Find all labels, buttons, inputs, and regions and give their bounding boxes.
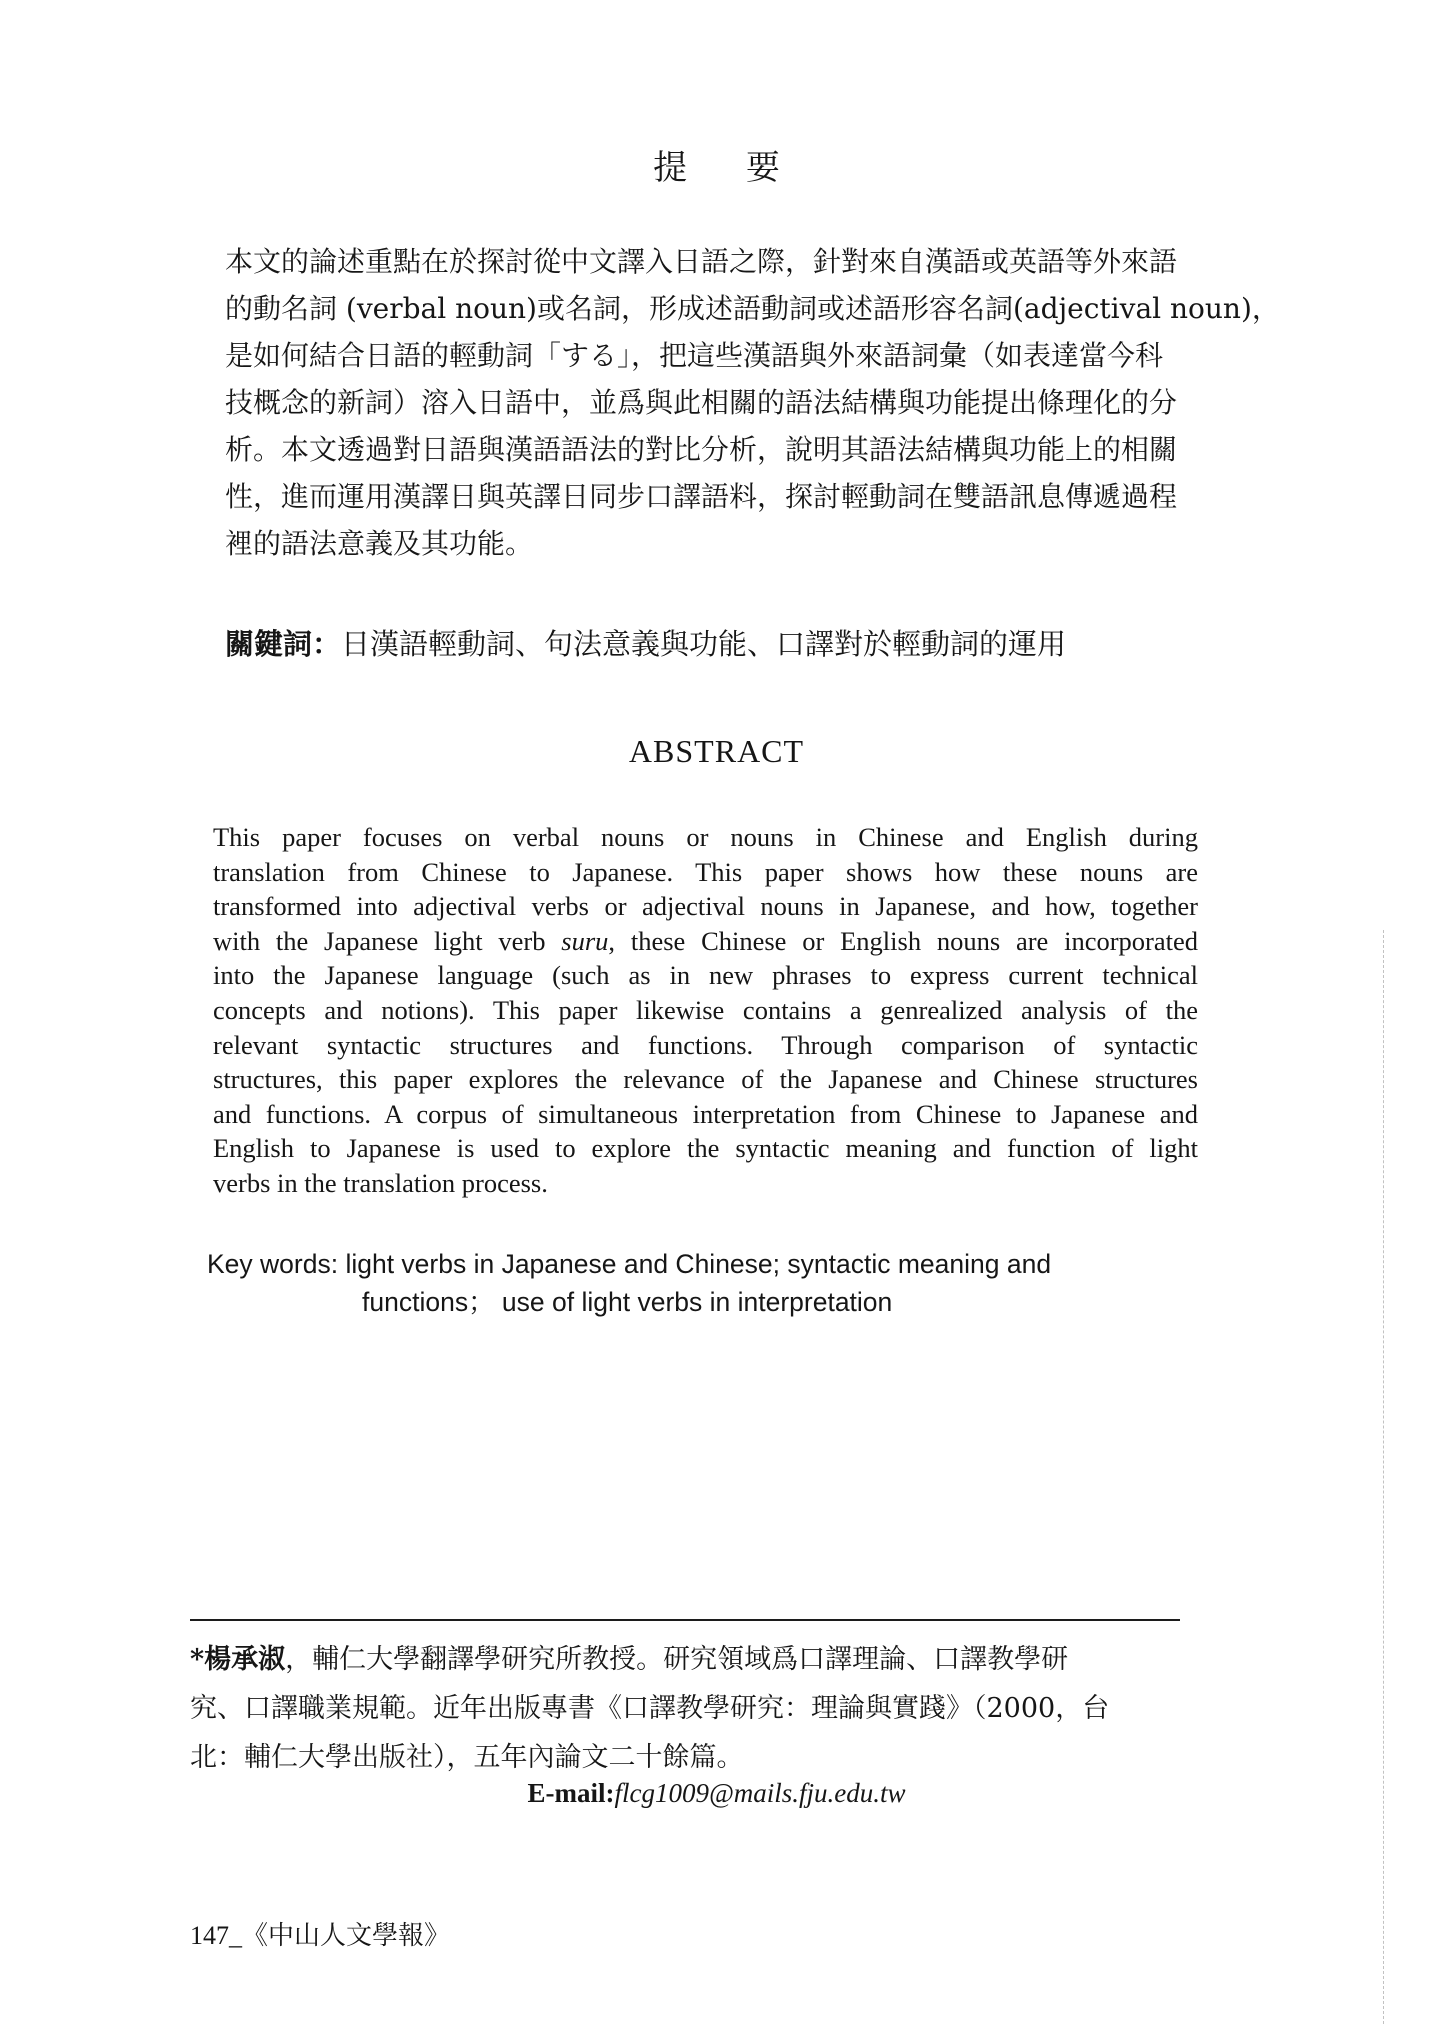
- email-label: E-mail:: [527, 1778, 615, 1808]
- author-email: [0, 1778, 1433, 1809]
- english-keywords-line: Key words: light verbs in Japanese and Chinese; syntactic meaning and: [207, 1249, 1052, 1279]
- english-abstract-line: relevant syntactic structures and functions. Through comparison of syntactic: [213, 1029, 1198, 1060]
- page-footer: [190, 1915, 450, 1952]
- chinese-abstract-line: 裡的語法意義及其功能。: [225, 527, 534, 560]
- chinese-abstract-title: 提 要: [653, 148, 804, 188]
- english-abstract-line: and functions. A corpus of simultaneous interpretation from Chinese to Japanese and: [213, 1098, 1198, 1129]
- english-abstract-fragment: with the Japanese light verb: [213, 925, 562, 956]
- chinese-abstract-line: 析。本文透過對日語與漢語語法的對比分析，說明其語法結構與功能上的相關: [225, 433, 1178, 466]
- footnote-line: 究、口譯職業規範。近年出版專書《口譯教學研究：理論與實踐》（2000，台: [190, 1693, 1110, 1724]
- scan-edge-line: [1383, 930, 1384, 2024]
- page-number: 147_: [190, 1921, 242, 1950]
- chinese-keywords: [225, 622, 1066, 663]
- chinese-abstract-line: 性，進而運用漢譯日與英譯日同步口譯語料，探討輕動詞在雙語訊息傳遞過程: [225, 480, 1178, 513]
- english-abstract-line: This paper focuses on verbal nouns or nouns in Chinese and English during: [213, 822, 1198, 852]
- english-abstract-line: concepts and notions). This paper likewise contains a genrealized analysis of the: [213, 994, 1198, 1025]
- english-abstract-fragment: , these Chinese or English nouns are incorporated: [608, 925, 1198, 956]
- english-keywords-line: functions； use of light verbs in interpretation: [362, 1287, 893, 1317]
- footnote-divider: [190, 1619, 1180, 1621]
- english-abstract-line: English to Japanese is used to explore the syntactic meaning and function of light: [213, 1133, 1198, 1164]
- footnote-line: 北：輔仁大學出版社），五年內論文二十餘篇。: [190, 1742, 744, 1773]
- english-abstract-line: [213, 924, 1198, 959]
- chinese-abstract-line: 本文的論述重點在於探討從中文譯入日語之際，針對來自漢語或英語等外來語: [225, 245, 1178, 278]
- footnote-text: ，輔仁大學翻譯學研究所教授。研究領域爲口譯理論、口譯教學研: [285, 1644, 1069, 1675]
- chinese-keywords-text: 日漢語輕動詞、句法意義與功能、口譯對於輕動詞的運用: [341, 627, 1067, 661]
- chinese-abstract-body: [225, 238, 1280, 567]
- chinese-keywords-label: 關鍵詞：: [225, 627, 342, 661]
- chinese-abstract-line: 技概念的新詞）溶入日語中，並爲與此相關的語法結構與功能提出條理化的分: [225, 386, 1178, 419]
- author-footnote: [190, 1635, 1190, 1782]
- english-abstract-body: [213, 820, 1198, 1201]
- english-keywords: [207, 1245, 1197, 1321]
- email-address[interactable]: flcg1009@mails.fju.edu.tw: [614, 1778, 906, 1808]
- footnote-author: *楊承淑: [190, 1644, 286, 1675]
- english-abstract-line: into the Japanese language (such as in new phrases to express current technical: [213, 960, 1198, 991]
- footnote-line: [190, 1635, 1190, 1684]
- english-abstract-line: transformed into adjectival verbs or adjectival nouns in Japanese, and how, together: [213, 891, 1198, 922]
- english-abstract-title: ABSTRACT: [628, 733, 805, 769]
- chinese-abstract-line: 是如何結合日語的輕動詞「する」，把這些漢語與外來語詞彙（如表達當今科: [225, 339, 1164, 372]
- english-abstract-line: verbs in the translation process.: [213, 1167, 548, 1198]
- chinese-abstract-line: 的動名詞 (verbal noun)或名詞，形成述語動詞或述語形容名詞(adjectival noun)，: [225, 292, 1280, 325]
- english-abstract-line: translation from Chinese to Japanese. This paper shows how these nouns are: [213, 856, 1198, 887]
- journal-name: 《中山人文學報》: [242, 1921, 451, 1951]
- english-abstract-italic-term: suru: [561, 925, 609, 956]
- english-abstract-line: structures, this paper explores the relevance of the Japanese and Chinese structures: [213, 1064, 1198, 1095]
